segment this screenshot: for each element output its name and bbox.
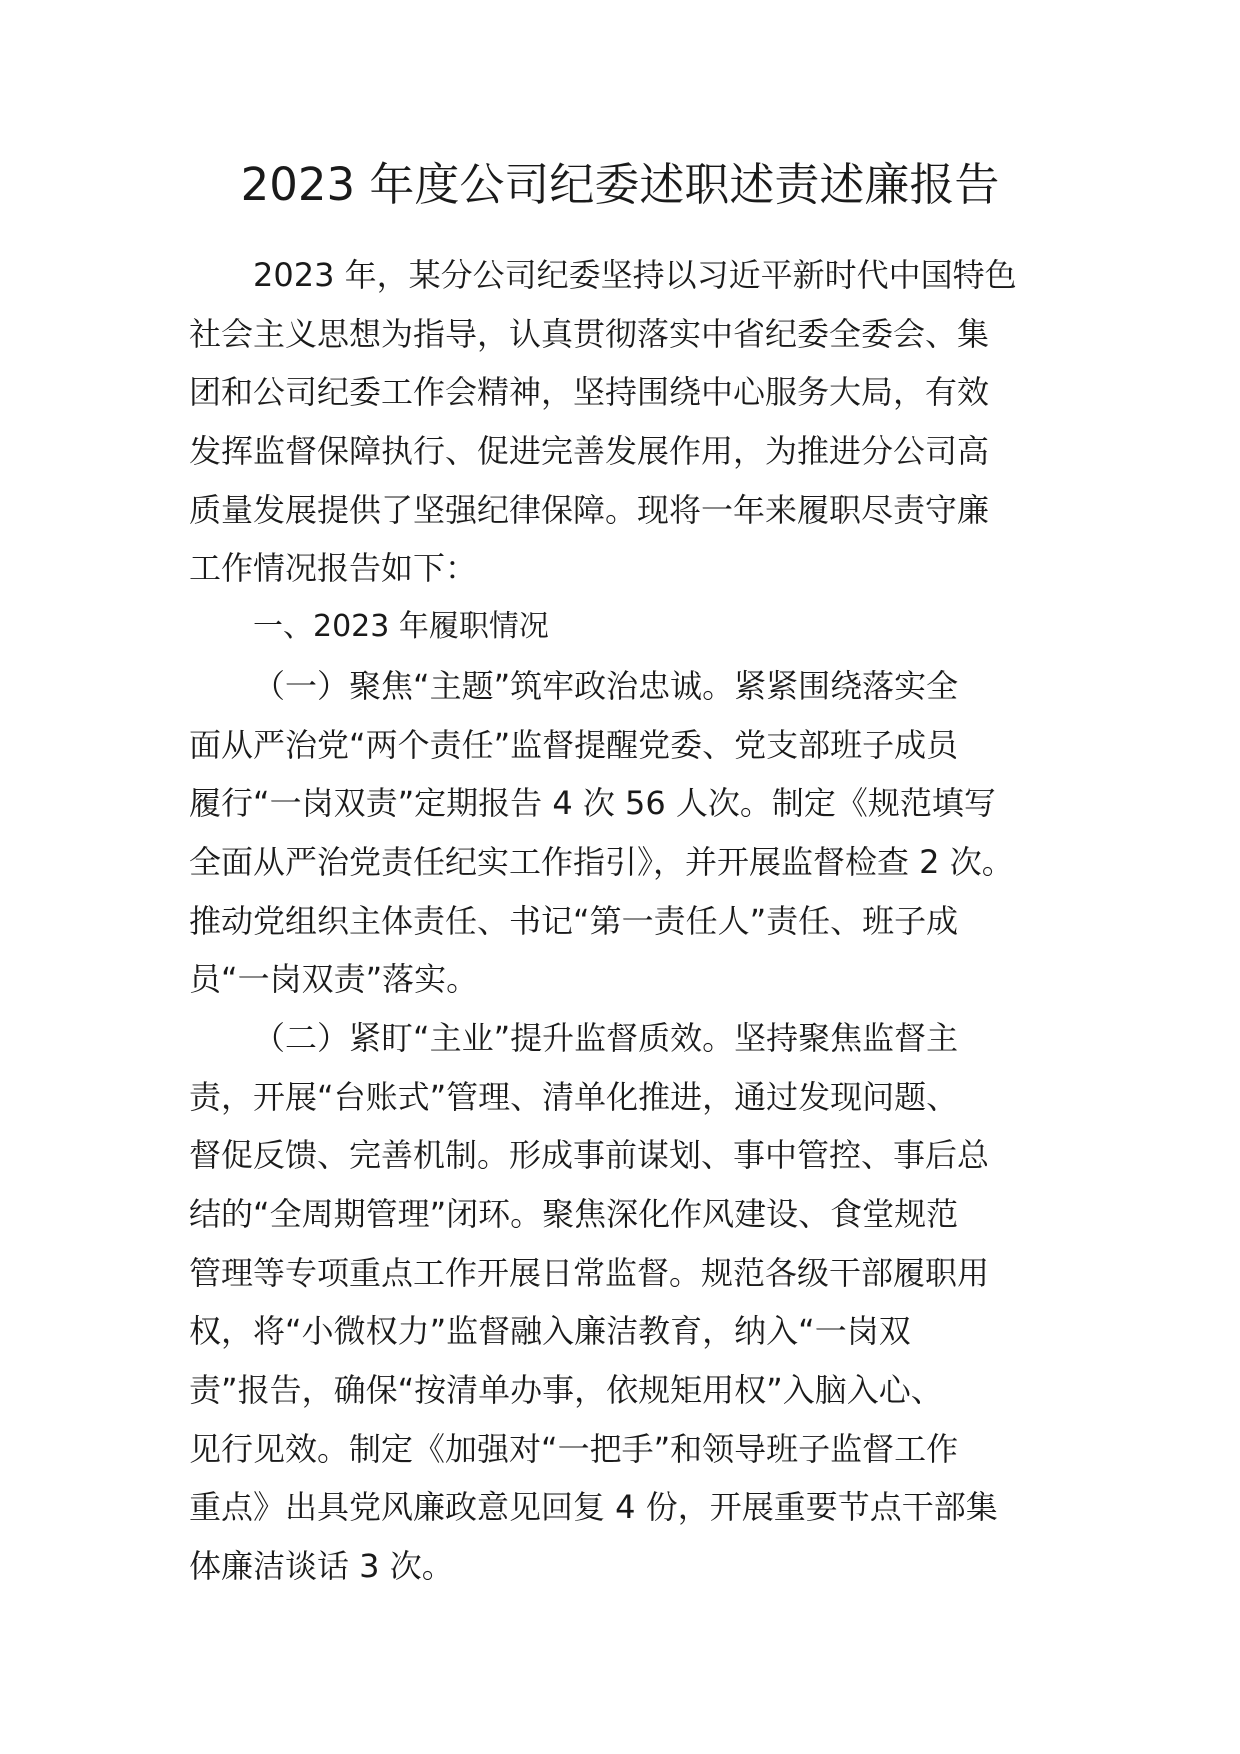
paragraph-2-line: （一）聚焦“主题”筑牢政治忠诚。紧紧围绕落实全	[253, 666, 959, 705]
paragraph-1-line: 2023 年，某分公司纪委坚持以习近平新时代中国特色	[253, 256, 1017, 294]
paragraph-2-line: 履行“一岗双责”定期报告 4 次 56 人次。制定《规范填写	[189, 784, 996, 823]
paragraph-3-line: 督促反馈、完善机制。形成事前谋划、事中管控、事后总	[189, 1136, 990, 1175]
paragraph-3-line: 责，开展“台账式”管理、清单化推进，通过发现问题、	[189, 1077, 959, 1116]
paragraph-1-line: 社会主义思想为指导，认真贯彻落实中省纪委全委会、集	[189, 314, 990, 353]
document-body	[189, 246, 1069, 1596]
paragraph-3-line: 权，将“小微权力”监督融入廉洁教育，纳入“一岗双	[189, 1312, 911, 1351]
paragraph-3-line: 重点》出具党风廉政意见回复 4 份，开展重要节点干部集	[189, 1488, 998, 1527]
paragraph-3-line: （二）紧盯“主业”提升监督质效。坚持聚焦监督主	[253, 1018, 959, 1057]
paragraph-3-line: 见行见效。制定《加强对“一把手”和领导班子监督工作	[189, 1429, 959, 1468]
paragraph-2-line: 员“一岗双责”落实。	[189, 960, 479, 999]
document-title: 2023 年度公司纪委述职述责述廉报告	[240, 158, 1000, 211]
paragraph-2-line: 全面从严治党责任纪实工作指引》，并开展监督检查 2 次。	[189, 842, 1014, 881]
section-heading: 一、2023 年履职情况	[253, 609, 549, 645]
paragraph-1-line: 发挥监督保障执行、促进完善发展作用，为推进分公司高	[189, 432, 990, 471]
paragraph-3-line: 责”报告，确保“按清单办事，依规矩用权”入脑入心、	[189, 1371, 943, 1410]
paragraph-2-line: 面从严治党“两个责任”监督提醒党委、党支部班子成员	[189, 725, 959, 764]
paragraph-3-line: 管理等专项重点工作开展日常监督。规范各级干部履职用	[189, 1253, 990, 1292]
paragraph-1-line: 质量发展提供了坚强纪律保障。现将一年来履职尽责守廉	[189, 490, 990, 529]
paragraph-3-line: 体廉洁谈话 3 次。	[189, 1547, 454, 1586]
paragraph-1-line: 工作情况报告如下：	[189, 549, 478, 588]
paragraph-2-line: 推动党组织主体责任、书记“第一责任人”责任、班子成	[189, 901, 959, 940]
paragraph-1-line: 团和公司纪委工作会精神，坚持围绕中心服务大局，有效	[189, 373, 990, 412]
paragraph-3-line: 结的“全周期管理”闭环。聚焦深化作风建设、食堂规范	[189, 1195, 959, 1233]
